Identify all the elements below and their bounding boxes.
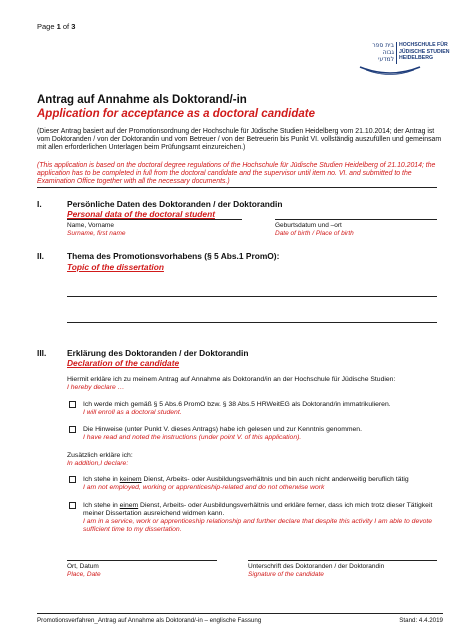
section-title: Persönliche Daten des Doktoranden / der Doktorandin [67, 199, 283, 209]
intro-text-english: (This application is based on the doctoral degree regulations of the Hochschule für Jüdische Studien Heidelberg of 21.10.2014; the application has to be completed in full from the doctoral candidate and the supervisor until item no. VI. and submitted to the Examination Office together with all the necessary documents.) [37, 162, 436, 186]
enroll-text: Ich werde mich gemäß § 5 Abs.6 PromO bzw. § 38 Abs.5 HRWeitEG als Doktorand/in immatrikulieren. [83, 401, 391, 408]
section-number: II. [37, 251, 44, 261]
instructions-text-english: I have read and noted the instructions (under point V. of this application). [83, 434, 302, 441]
logo-name-line: HOCHSCHULE FÜR [399, 42, 448, 48]
additional-declaration: Zusätzlich erkläre ich: [67, 452, 133, 459]
place-date-label: Ort, Datum [67, 563, 99, 570]
enroll-text-english: I will enroll as a doctoral student. [83, 409, 182, 416]
text-underlined: keinem [119, 476, 142, 483]
form-title: Antrag auf Annahme als Doktorand/-in [37, 94, 247, 106]
place-date-field[interactable] [67, 560, 217, 561]
enroll-checkbox[interactable] [69, 401, 76, 408]
logo-name-line: JÜDISCHE STUDIEN [399, 48, 450, 55]
instructions-text: Die Hinweise (unter Punkt V. dieses Antrags) habe ich gelesen und zur Kenntnis genommen. [83, 426, 362, 433]
text-part: Dienst, Arbeits- oder Ausbildungsverhältnis und bin auch nicht anderweitig beruflich tätig [141, 476, 409, 483]
section-number: I. [37, 199, 42, 209]
text-underlined: einem [119, 502, 139, 509]
section-title: Erklärung des Doktoranden / der Doktorandin [67, 348, 249, 358]
declaration-intro-english: I hereby declare … [67, 384, 125, 391]
birth-field[interactable] [275, 219, 437, 220]
name-label-english: Surname, first name [67, 230, 126, 237]
footer-date: Stand: 4.4.2019 [399, 617, 443, 624]
name-label: Name, Vorname [67, 222, 114, 229]
place-date-label-english: Place, Date [67, 571, 101, 578]
topic-field-line-2[interactable] [67, 322, 437, 323]
text-part: Ich stehe in [83, 476, 120, 483]
text-part: Ich stehe in [83, 502, 120, 509]
footer-divider [37, 613, 443, 614]
employed-checkbox[interactable] [69, 502, 76, 509]
signature-label-english: Signature of the candidate [248, 571, 324, 578]
intro-text: (Dieser Antrag basiert auf der Promotionsordnung der Hochschule für Jüdische Studien Heidelberg vom 21.10.2014; der Antrag ist vom Doktoranden / von der Doktorandin und vom Betreuer / von der Betreuerin bis Punkt VI. vollständig auszufüllen und gemeinsam mit allen erforderlichen Unterlagen beim Prüfungsamt einzureichen.) [37, 128, 442, 152]
logo-name [399, 42, 459, 62]
section-2-heading-english: Topic of the dissertation [67, 262, 164, 272]
logo-arc-icon [358, 65, 422, 77]
footer [37, 617, 443, 624]
section-1-heading [37, 199, 282, 209]
logo-hebrew [368, 42, 394, 63]
declaration-intro: Hiermit erkläre ich zu meinem Antrag auf Annahme als Doktorand/in an der Hochschule für Jüdische Studien: [67, 376, 396, 383]
not-employed-checkbox[interactable] [69, 476, 76, 483]
instructions-checkbox[interactable] [69, 426, 76, 433]
form-title-english: Application for acceptance as a doctoral candidate [37, 108, 315, 120]
section-title: Thema des Promotionsvorhabens (§ 5 Abs.1 PromO): [67, 251, 280, 261]
divider [37, 187, 437, 188]
section-2-heading [37, 251, 279, 261]
logo-hebrew-line: בית ספר [372, 42, 394, 49]
text-part: Dienst, Arbeits- oder Ausbildungsverhältnis und erkläre ferner, dass ich mich trotz dieser Tätigkeit meiner Dissertation ausreichend widmen kann. [83, 502, 433, 517]
page-prefix: Page [37, 22, 57, 31]
page-of: of [60, 22, 72, 31]
employed-text [83, 502, 447, 518]
employed-text-english: I am in a service, work or apprenticeship relationship and further declare that despite this activity I am able to devote sufficient time to my dissertation. [83, 518, 433, 533]
birth-label: Geburtsdatum und –ort [275, 222, 342, 229]
logo-hebrew-line: גבוה [382, 49, 394, 56]
signature-field[interactable] [248, 560, 437, 561]
section-3-heading [37, 348, 249, 358]
topic-field-line-1[interactable] [67, 296, 437, 297]
page-number [37, 22, 75, 31]
additional-declaration-english: In addition,I declare: [67, 460, 129, 467]
name-field[interactable] [67, 219, 242, 220]
university-logo [352, 38, 456, 78]
logo-name-line: HEIDELBERG [399, 55, 434, 62]
footer-document-name: Promotionsverfahren_Antrag auf Annahme als Doktorand/-in – englische Fassung [37, 617, 262, 624]
section-3-heading-english: Declaration of the candidate [67, 358, 180, 368]
birth-label-english: Date of birth / Place of birth [275, 230, 354, 237]
logo-divider [396, 42, 397, 64]
page-current: 1 [56, 22, 61, 31]
not-employed-text [83, 476, 447, 484]
not-employed-text-english: I am not employed, working or apprenticeship-related and do not otherwise work [83, 484, 325, 491]
page-total: 3 [71, 22, 76, 31]
logo-hebrew-line: למדעי [378, 56, 394, 63]
section-number: III. [37, 348, 47, 358]
section-1-heading-english: Personal data of the doctoral student [67, 209, 215, 219]
signature-label: Unterschrift des Doktoranden / der Doktorandin [248, 563, 385, 570]
